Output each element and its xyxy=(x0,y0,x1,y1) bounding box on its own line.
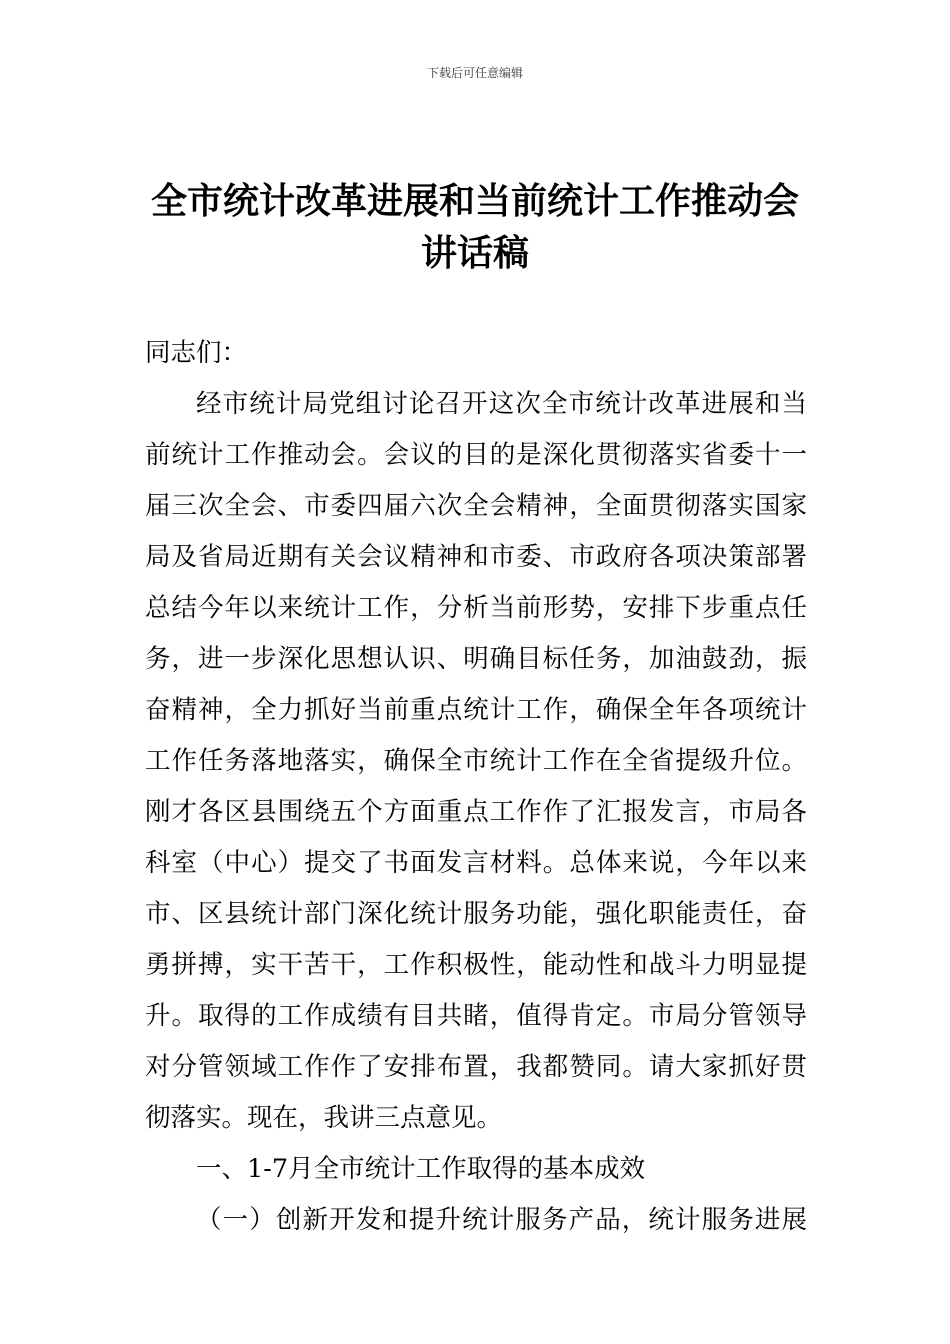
document-body xyxy=(145,328,807,1246)
page-header-note: 下载后可任意编辑 xyxy=(426,66,523,80)
subsection-1-heading: （一）创新开发和提升统计服务产品，统计服务进展 xyxy=(196,1205,807,1235)
section-1-heading: 一、1-7月全市统计工作取得的基本成效 xyxy=(196,1154,646,1184)
title-line-1: 全市统计改革进展和当前统计工作推动会 xyxy=(150,181,799,222)
document-title xyxy=(100,176,850,280)
title-line-2: 讲话稿 xyxy=(420,233,529,274)
greeting: 同志们： xyxy=(145,338,248,368)
paragraph-1: 经市统计局党组讨论召开这次全市统计改革进展和当前统计工作推动会。会议的目的是深化贯彻落实省委十一届三次全会、市委四届六次全会精神，全面贯彻落实国家局及省局近期有关会议精神和市委、市政府各项决策部署总结今年以来统计工作，分析当前形势，安排下步重点任务，进一步深化思想认识、明确目标任务，加油鼓劲，振奋精神，全力抓好当前重点统计工作，确保全年各项统计工作任务落地落实，确保全市统计工作在全省提级升位。刚才各区县围绕五个方面重点工作作了汇报发言，市局各科室（中心）提交了书面发言材料。总体来说，今年以来市、区县统计部门深化统计服务功能，强化职能责任，奋勇拼搏，实干苦干，工作积极性，能动性和战斗力明显提升。取得的工作成绩有目共睹，值得肯定。市局分管领导对分管领域工作作了安排布置，我都赞同。请大家抓好贯彻落实。现在，我讲三点意见。 xyxy=(145,389,807,1133)
